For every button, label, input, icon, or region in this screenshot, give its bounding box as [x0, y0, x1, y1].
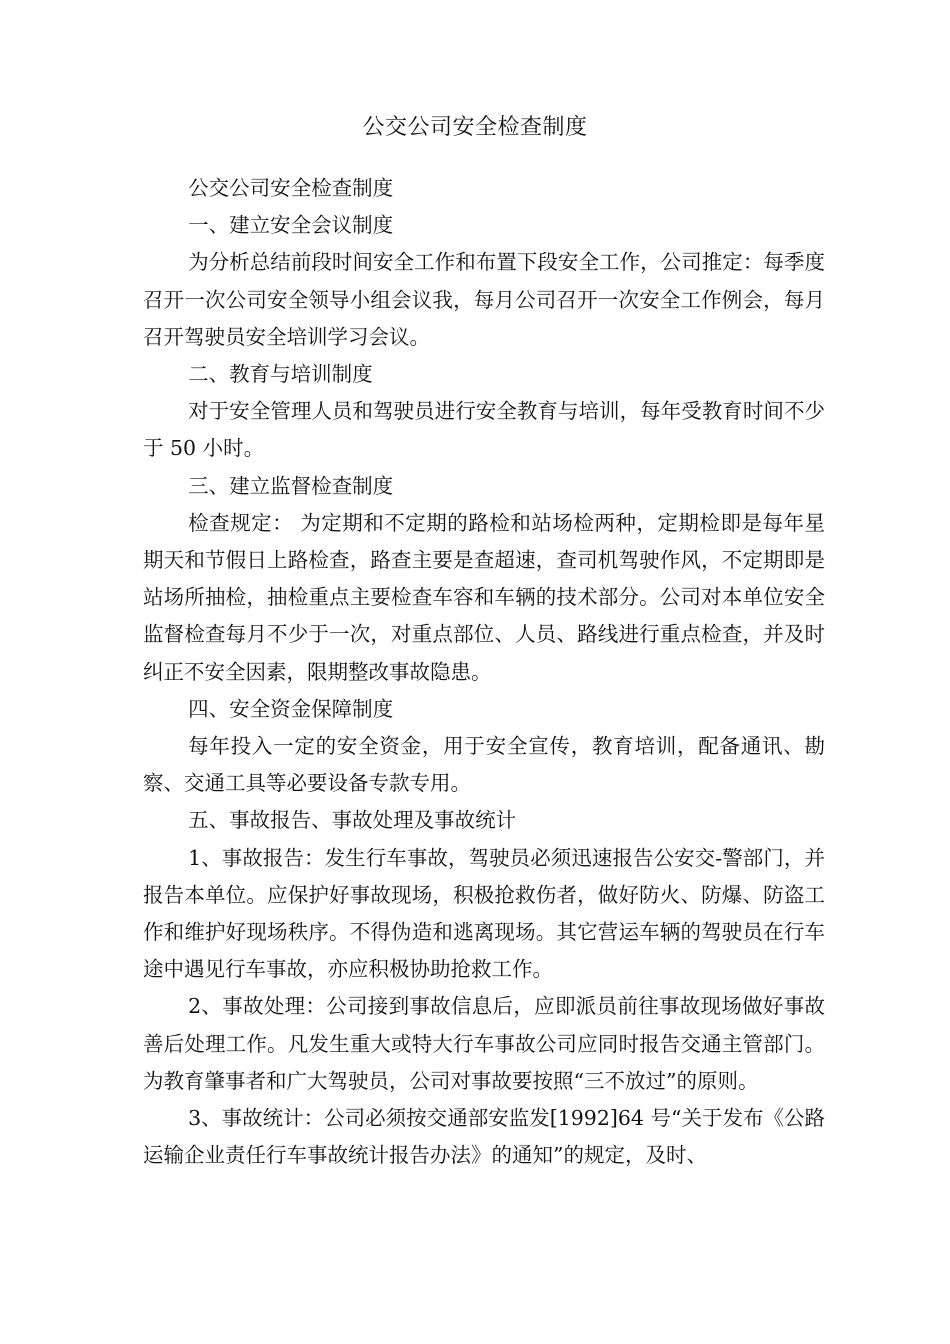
section-heading-2: 二、教育与培训制度: [188, 362, 373, 387]
paragraph-3: 检查规定： 为定期和不定期的路检和站场检两种，定期检即是每年星期天和节假日上路检查，路查主要是查超速，查司机驾驶作风，不定期即是站场所抽检，抽检重点主要检查车容和车辆的技术部分。公司对本单位安全监督检查每月不少于一次，对重点部位、人员、路线进行重点检查，并及时纠正不安全因素，限期整改事故隐患。: [143, 510, 825, 684]
paragraph-accident-report: 1、事故报告：发生行车事故，驾驶员必须迅速报告公安交-警部门，并报告本单位。应保护好事故现场，积极抢救伤者，做好防火、防爆、防盗工作和维护好现场秩序。不得伪造和逃离现场。其它营运车辆的驾驶员在行车途中遇见行车事故，亦应积极协助抢救工作。: [143, 845, 825, 982]
paragraph-accident-statistics: 3、事故统计：公司必须按交通部安监发[1992]64 号“关于发布《公路运输企业责任行车事故统计报告办法》的通知”的规定，及时、: [143, 1106, 825, 1168]
document-title: 公交公司安全检查制度: [362, 115, 588, 140]
doc-subtitle: 公交公司安全检查制度: [188, 176, 394, 200]
paragraph-1: 为分析总结前段时间安全工作和布置下段安全工作，公司推定：每季度召开一次公司安全领导小组会议我，每月公司召开一次安全工作例会，每月召开驾驶员安全培训学习会议。: [143, 250, 825, 349]
section-heading-3: 三、建立监督检查制度: [188, 473, 394, 498]
section-heading-1: 一、建立安全会议制度: [188, 213, 394, 238]
paragraph-accident-handling: 2、事故处理：公司接到事故信息后，应即派员前往事故现场做好事故善后处理工作。凡发生重大或特大行车事故公司应同时报告交通主管部门。为教育肇事者和广大驾驶员，公司对事故要按照“三不放过”的原则。: [143, 994, 825, 1093]
section-heading-5: 五、事故报告、事故处理及事故统计: [188, 808, 517, 833]
paragraph-2: 对于安全管理人员和驾驶员进行安全教育与培训，每年受教育时间不少于 50 小时。: [143, 399, 825, 461]
document-body: [143, 170, 825, 1174]
paragraph-4: 每年投入一定的安全资金，用于安全宣传，教育培训，配备通讯、勘察、交通工具等必要设备专款专用。: [143, 734, 825, 796]
section-heading-4: 四、安全资金保障制度: [188, 696, 394, 721]
